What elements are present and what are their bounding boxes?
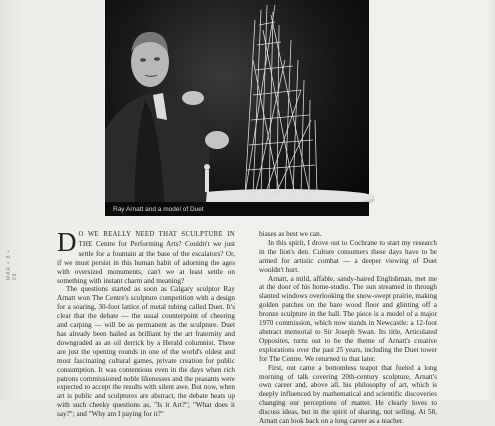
duet-model-lattice (245, 5, 317, 195)
drop-cap: D (57, 227, 77, 257)
article-column-2 (259, 230, 437, 426)
photo-illustration (105, 0, 369, 216)
article-column-1 (57, 227, 236, 419)
lead-text: Centre for Performing Arts? Couldn't we just settle for a fountain at the base of the escalators? Or, if we must persist in this human habit of adorning the ages with oversized monuments, can't we at least settle on something with instant charm and meaning? (57, 239, 236, 285)
margin-date-stamp: MAR • 8 • 88 (6, 249, 18, 280)
paragraph: The questions started as soon as Calgary sculptor Ray Arnatt won The Centre's sculpture competition with a design for a soaring, 30-foot lattice of metal tubing called Duet. It's clear that the debate — the usual counterpoint of cheering and carping — will be as permanent as the sculpture. Duet has already been hailed as brilliant by the art fraternity and downgraded as an oil derrick by a Herald columnist. These are just the opening rounds in one of the world's oldest and most fascinating cultural games, private creation for public consumption. It was contentious even in the days when rich patrons commissioned noble likenesses and the peasants were expected to accept the results with silent awe. But now, when art is public and sculptures are abstract, the debate heats up with such cheeky questions as, "Is it Art?"; "What does it say?"; and "Why am I paying for it?" (57, 285, 235, 419)
paragraph: Arnatt, a mild, affable, sandy-haired Englishman, met me at the door of his home-studio. The sun streamed in through slanted windows overlooking the snow-swept prairie, making golden patches on the bare wood floor and glinting off a bronze sculpture in the hall. The piece is a model of a major 1970 commission, which now stands in Newcastle: a 12-foot abstract memorial to Sir Joseph Swan. Its title, Articulated Opposites, turns out to be the theme of Arnatt's creative explorations over the past 25 years, including the Duet tower for The Centre. We returned to that later. (259, 274, 437, 363)
paragraph: biases as best we can. (259, 230, 322, 238)
lead-small-caps: O WE REALLY NEED THAT SCULPTURE IN THE (78, 231, 235, 248)
photo-caption: Ray Arnatt and a model of Duet (113, 206, 204, 213)
man-right-hand (205, 131, 229, 149)
lead-paragraph (57, 227, 236, 285)
article-photo (105, 0, 369, 216)
man-left-hand (182, 91, 204, 105)
paragraph: First, out came a bottomless teapot that fueled a long morning of talk covering 20th-century sculpture, Arnatt's own career and, above all, his philosophy of art, which is deeply influenced by mathematical and scientific discoveries changing our perceptions of matter. He clearly loves to discuss ideas, but in the spirit of sharing, not selling. At 58, Arnatt can look back on a long career as a teacher. (259, 363, 437, 426)
page-edge-shadow (487, 0, 495, 400)
paragraph: In this spirit, I drove out to Cochrane to start my research in the lion's den. Culture consumers these days have to be armed for artistic combat — a deeper viewing of Duet wouldn't hurt. (259, 238, 437, 274)
scale-figure (205, 170, 209, 192)
